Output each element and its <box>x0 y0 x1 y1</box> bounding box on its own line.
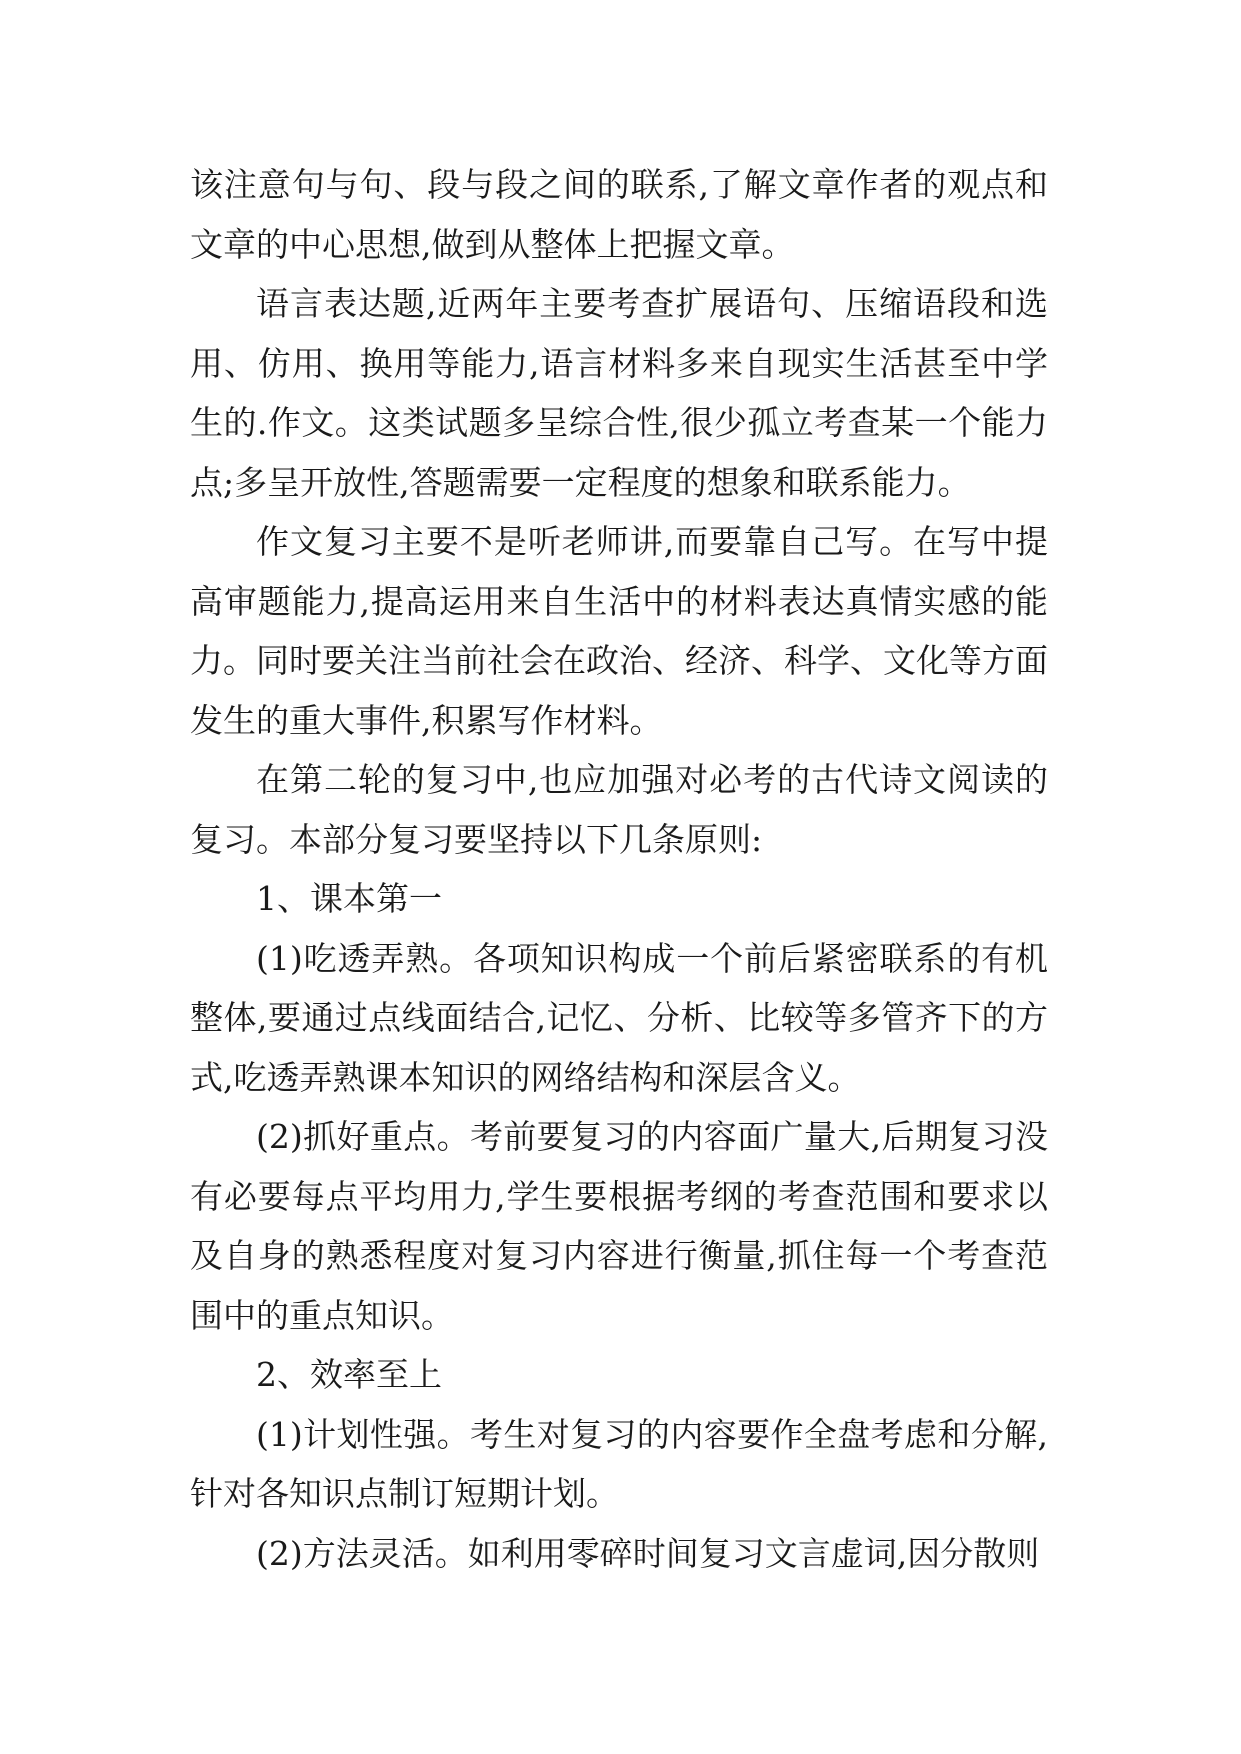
paragraph-language-expression: 语言表达题,近两年主要考查扩展语句、压缩语段和选用、仿用、换用等能力,语言材料多来自现实生活甚至中学生的.作文。这类试题多呈综合性,很少孤立考查某一个能力点;多呈开放性,答题需要一定程度的想象和联系能力。 <box>190 284 1048 502</box>
item-flexible-methods: (2)方法灵活。如利用零碎时间复习文言虚词,因分散则 <box>256 1533 1040 1573</box>
heading-efficiency-first: 2、效率至上 <box>256 1355 442 1394</box>
item-planning: (1)计划性强。考生对复习的内容要作全盘考虑和分解,针对各知识点制订短期计划。 <box>190 1414 1048 1513</box>
item-thorough-mastery: (1)吃透弄熟。各项知识构成一个前后紧密联系的有机整体,要通过点线面结合,记忆、分析、比较等多管齐下的方式,吃透弄熟课本知识的网络结构和深层含义。 <box>190 938 1048 1097</box>
paragraph-composition: 作文复习主要不是听老师讲,而要靠自己写。在写中提高审题能力,提高运用来自生活中的材料表达真情实感的能力。同时要关注当前社会在政治、经济、科学、文化等方面发生的重大事件,积累写作材料。 <box>190 522 1048 740</box>
paragraph-continuation: 该注意句与句、段与段之间的联系,了解文章作者的观点和文章的中心思想,做到从整体上把握文章。 <box>190 165 1048 264</box>
heading-textbook-first: 1、课本第一 <box>256 879 442 918</box>
body-text <box>190 155 1048 1583</box>
item-key-points: (2)抓好重点。考前要复习的内容面广量大,后期复习没有必要每点平均用力,学生要根据考纲的考查范围和要求以及自身的熟悉程度对复习内容进行衡量,抓住每一个考查范围中的重点知识。 <box>190 1117 1048 1335</box>
paragraph-classical-review: 在第二轮的复习中,也应加强对必考的古代诗文阅读的复习。本部分复习要坚持以下几条原则: <box>190 760 1048 859</box>
